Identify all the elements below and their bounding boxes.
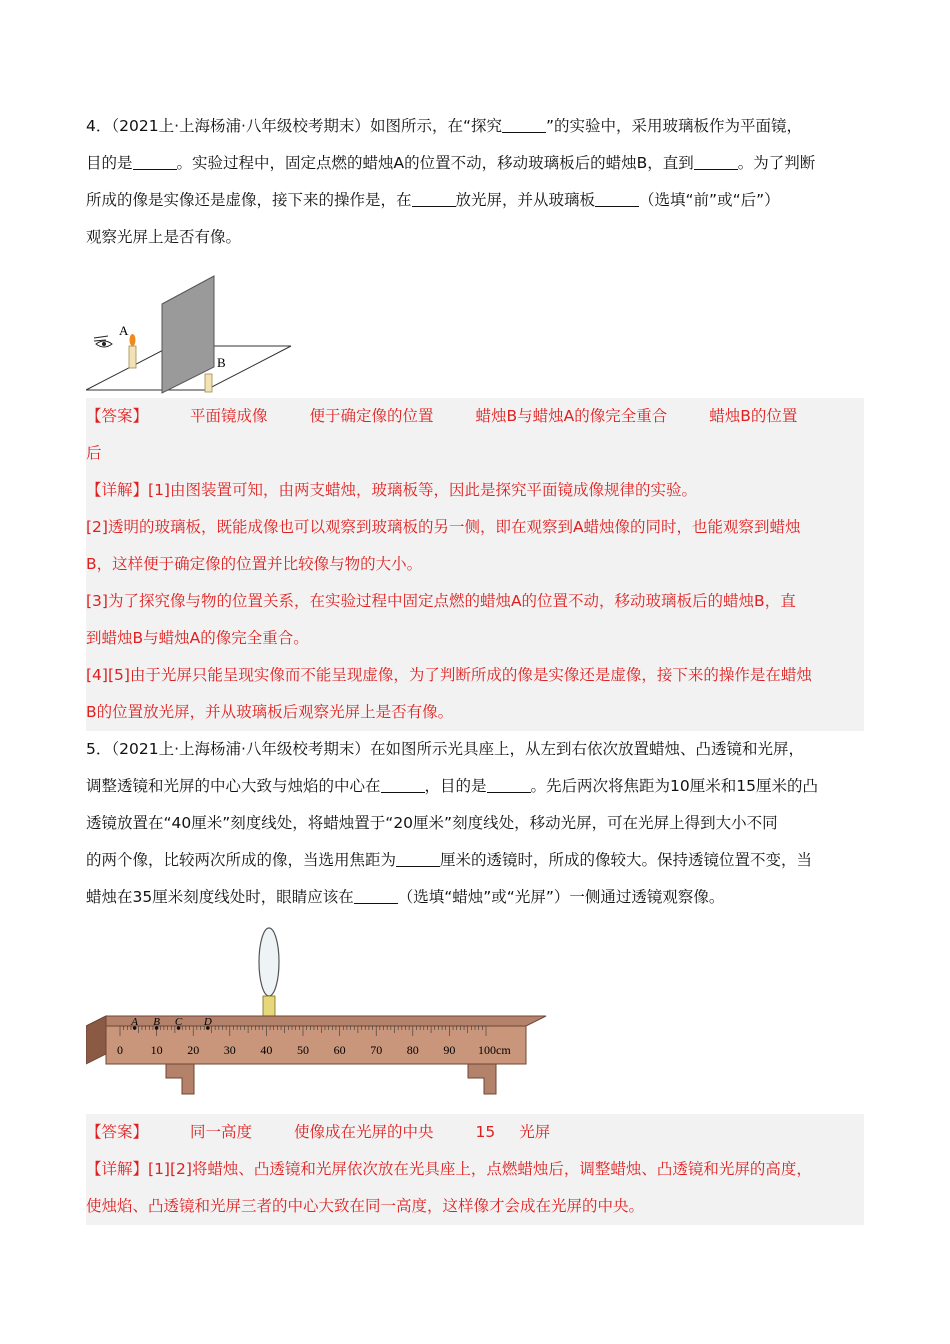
answer-item: 平面镜成像: [190, 407, 268, 425]
scale-point-label: A: [131, 1016, 139, 1028]
q5-source: （2021上·上海杨浦·八年级校考期末）: [111, 740, 370, 758]
q5-line-4: 的两个像，比较两次所成的像，当选用焦距为 厘米的透镜时，所成的像较大。保持透镜位置不变，当: [86, 851, 813, 869]
detail-tag: 【详解】: [86, 481, 149, 499]
label-b: B: [217, 355, 226, 370]
bench-side: [86, 1016, 106, 1064]
page-content: [86, 108, 864, 1225]
q4-line-2: 目的是 。实验过程中，固定点燃的蜡烛A的位置不动，移动玻璃板后的蜡烛B，直到 。为了判断: [86, 154, 816, 172]
candle-a: [129, 346, 136, 368]
flame-icon: [130, 334, 136, 346]
bench-leg-left: [166, 1064, 194, 1094]
q4-detail-3: B，这样便于确定像的位置并比较像与物的大小。: [86, 555, 423, 573]
answer-item: 蜡烛B与蜡烛A的像完全重合: [475, 407, 668, 425]
scale-tick-label: 50: [297, 1043, 309, 1057]
q4-detail-6: [4][5]由于光屏只能呈现实像而不能呈现虚像，为了判断所成的像是实像还是虚像，接下来的操作是在蜡烛: [86, 666, 812, 684]
q5-detail-1: 【详解】[1][2]将蜡烛、凸透镜和光屏依次放在光具座上，点燃蜡烛后，调整蜡烛、凸透镜和光屏的高度，: [86, 1160, 812, 1178]
q4-answer-last: 后: [86, 444, 102, 462]
scale-tick-label: 70: [370, 1043, 383, 1057]
blank: [133, 153, 177, 170]
blank: [694, 153, 738, 170]
optical-bench-diagram: [86, 918, 556, 1114]
blank: [412, 190, 456, 207]
eye-icon: [94, 336, 112, 347]
q5-answer-block: [86, 1114, 864, 1225]
blank: [595, 190, 639, 207]
detail-tag: 【详解】: [86, 1160, 149, 1178]
q4-number: 4．: [86, 117, 112, 135]
candle-b: [205, 374, 212, 392]
answer-tag: 【答案】: [86, 407, 149, 425]
q5-detail-2: 使烛焰、凸透镜和光屏三者的中心大致在同一高度，这样像才会成在光屏的中央。: [86, 1197, 645, 1215]
q4-detail-1: 【详解】[1]由图装置可知，由两支蜡烛，玻璃板等，因此是探究平面镜成像规律的实验。: [86, 481, 697, 499]
question-5: [86, 731, 864, 1225]
blank: [354, 887, 398, 904]
q4-detail-7: B的位置放光屏，并从玻璃板后观察光屏上是否有像。: [86, 703, 454, 721]
scale-tick-label: 0: [117, 1043, 123, 1057]
scale-tick-label: 100cm: [478, 1043, 511, 1057]
answer-item: 使像成在光屏的中央: [294, 1123, 434, 1141]
answer-item: 同一高度: [190, 1123, 253, 1141]
q4-line-1: 4．（2021上·上海杨浦·八年级校考期末）如图所示，在“探究 ”的实验中，采用玻璃板作为平面镜，: [86, 117, 802, 135]
q5-line-2: 调整透镜和光屏的中心大致与烛焰的中心在 ，目的是 。先后两次将焦距为10厘米和15厘米的凸: [86, 777, 818, 795]
plane-mirror-diagram: [86, 262, 306, 398]
blank: [487, 776, 531, 793]
scale-tick-label: 90: [443, 1043, 456, 1057]
answer-item: 便于确定像的位置: [309, 407, 434, 425]
q4-figure-plane-mirror: [86, 262, 864, 398]
answer-item: 15: [475, 1123, 496, 1141]
q4-detail-5: 到蜡烛B与蜡烛A的像完全重合。: [86, 629, 309, 647]
scale-tick-label: 30: [223, 1043, 236, 1057]
bench-scale: [106, 1026, 526, 1064]
q5-line-5: 蜡烛在35厘米刻度线处时，眼睛应该在 （选填“蜡烛”或“光屏”）一侧通过透镜观察像。: [86, 888, 725, 906]
convex-lens: [259, 928, 279, 996]
q4-line-3: 所成的像是实像还是虚像，接下来的操作是，在 放光屏，并从玻璃板 （选填“前”或“后”）: [86, 191, 780, 209]
scale-tick-label: 80: [406, 1043, 419, 1057]
q5-line-1: 5．（2021上·上海杨浦·八年级校考期末）在如图所示光具座上，从左到右依次放置蜡烛、凸透镜和光屏，: [86, 740, 804, 758]
bench-leg-right: [468, 1064, 496, 1094]
scale-point-label: C: [174, 1016, 183, 1028]
label-a: A: [119, 323, 129, 338]
q5-number: 5．: [86, 740, 112, 758]
scale-tick-label: 60: [333, 1043, 346, 1057]
question-4: [86, 108, 864, 731]
q4-detail-2: [2]透明的玻璃板，既能成像也可以观察到玻璃板的另一侧，即在观察到A蜡烛像的同时，也能观察到蜡烛: [86, 518, 801, 536]
q5-figure-optical-bench: [86, 918, 864, 1114]
blank: [396, 850, 440, 867]
blank: [381, 776, 425, 793]
q4-line-4: 观察光屏上是否有像。: [86, 228, 242, 246]
scale-tick-label: 10: [150, 1043, 163, 1057]
q4-detail-4: [3]为了探究像与物的位置关系，在实验过程中固定点燃的蜡烛A的位置不动，移动玻璃板后的蜡烛B，直: [86, 592, 796, 610]
answer-tag: 【答案】: [86, 1123, 149, 1141]
q4-source: （2021上·上海杨浦·八年级校考期末）: [111, 117, 370, 135]
q5-answer-line: [86, 1114, 864, 1151]
q4-answer-block: [86, 398, 864, 731]
scale-point-label: D: [203, 1016, 212, 1028]
q4-answer-line: [86, 398, 864, 435]
answer-item: 蜡烛B的位置: [709, 407, 798, 425]
answer-item: 光屏: [519, 1123, 551, 1141]
blank: [502, 116, 546, 133]
scale-point-label: B: [153, 1016, 160, 1028]
scale-tick-label: 20: [187, 1043, 200, 1057]
scale-tick-label: 40: [260, 1043, 273, 1057]
q5-line-3: 透镜放置在“40厘米”刻度线处，将蜡烛置于“20厘米”刻度线处，移动光屏，可在光屏上得到大小不同: [86, 814, 778, 832]
